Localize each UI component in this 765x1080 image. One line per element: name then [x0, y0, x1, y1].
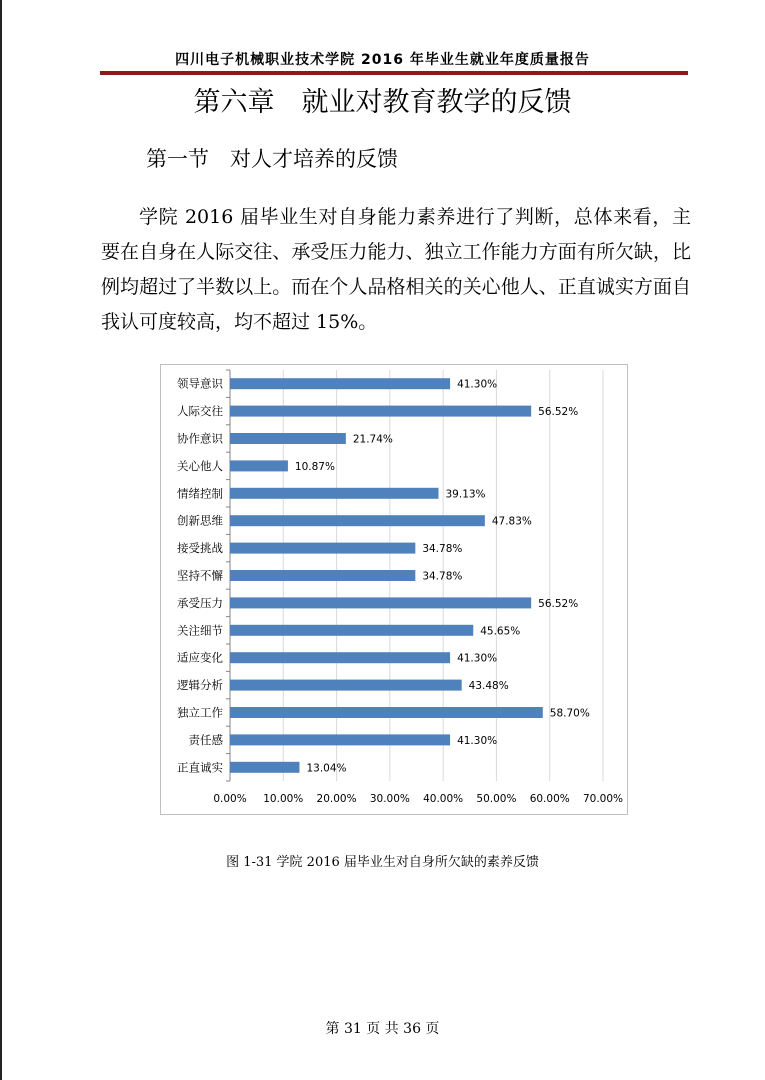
- x-tick-label: 70.00%: [582, 793, 624, 805]
- chapter-title: 第六章 就业对教育教学的反馈: [193, 87, 572, 118]
- category-label: 独立工作: [177, 705, 223, 720]
- data-label: 41.30%: [457, 734, 498, 747]
- data-label: 34.78%: [422, 570, 463, 583]
- data-label: 58.70%: [549, 707, 590, 720]
- bar: [230, 488, 439, 499]
- data-label: 39.13%: [445, 488, 486, 501]
- category-label: 关心他人: [177, 458, 223, 473]
- section-title: 第一节 对人才培养的反馈: [146, 147, 398, 171]
- x-tick-label: 50.00%: [476, 793, 517, 805]
- category-label: 正直诚实: [177, 760, 223, 775]
- data-label: 21.74%: [352, 433, 393, 446]
- bar: [230, 762, 299, 773]
- bar: [230, 652, 450, 663]
- bar: [230, 515, 485, 526]
- data-label: 56.52%: [538, 406, 579, 419]
- x-tick-label: 60.00%: [529, 793, 570, 805]
- x-tick-label: 40.00%: [423, 793, 464, 805]
- x-tick-label: 20.00%: [316, 793, 357, 805]
- data-label: 41.30%: [457, 378, 498, 391]
- bar-chart: [160, 364, 628, 815]
- data-label: 56.52%: [538, 597, 579, 610]
- bar: [230, 378, 450, 389]
- bar: [230, 460, 288, 471]
- data-label: 13.04%: [306, 762, 347, 775]
- category-label: 接受挑战: [177, 541, 223, 556]
- data-label: 47.83%: [491, 515, 532, 528]
- category-label: 创新思维: [177, 513, 223, 528]
- category-label: 适应变化: [177, 650, 223, 665]
- bar: [230, 433, 346, 444]
- data-label: 10.87%: [294, 460, 335, 473]
- chart-frame: [161, 365, 628, 815]
- bar: [230, 734, 450, 745]
- bar: [230, 570, 415, 581]
- body-paragraph: 学院 2016 届毕业生对自身能力素养进行了判断，总体来看，主要在自身在人际交往、承受压力能力、独立工作能力方面有所欠缺，比例均超过了半数以上。而在个人品格相关的关心他人、正直诚实方面自我认可度较高，均不超过 15%。: [101, 206, 691, 333]
- x-tick-label: 30.00%: [369, 793, 410, 805]
- bar: [230, 543, 415, 554]
- data-label: 34.78%: [422, 543, 463, 556]
- bar: [230, 680, 462, 691]
- x-tick-label: 10.00%: [263, 793, 304, 805]
- data-label: 45.65%: [480, 625, 521, 638]
- category-label: 坚持不懈: [177, 568, 223, 583]
- category-label: 人际交往: [177, 404, 223, 419]
- bar: [230, 707, 543, 718]
- header-divider: [100, 71, 688, 75]
- data-label: 43.48%: [468, 680, 509, 693]
- chart-container: [160, 364, 628, 815]
- bar: [230, 597, 531, 608]
- category-label: 逻辑分析: [177, 678, 223, 693]
- page-number: 第 31 页 共 36 页: [325, 1021, 440, 1037]
- category-label: 责任感: [188, 732, 223, 747]
- category-label: 协作意识: [177, 431, 223, 446]
- data-label: 41.30%: [457, 652, 498, 665]
- bar: [230, 625, 473, 636]
- bar: [230, 406, 531, 417]
- category-label: 承受压力: [177, 595, 223, 610]
- category-label: 关注细节: [177, 623, 223, 638]
- report-header-title: 四川电子机械职业技术学院 2016 年毕业生就业年度质量报告: [175, 52, 590, 68]
- page-left-border: [0, 0, 2, 1080]
- category-label: 领导意识: [177, 376, 223, 391]
- x-tick-label: 0.00%: [213, 793, 247, 805]
- figure-caption: 图 1-31 学院 2016 届毕业生对自身所欠缺的素养反馈: [226, 855, 539, 870]
- category-label: 情绪控制: [177, 486, 223, 501]
